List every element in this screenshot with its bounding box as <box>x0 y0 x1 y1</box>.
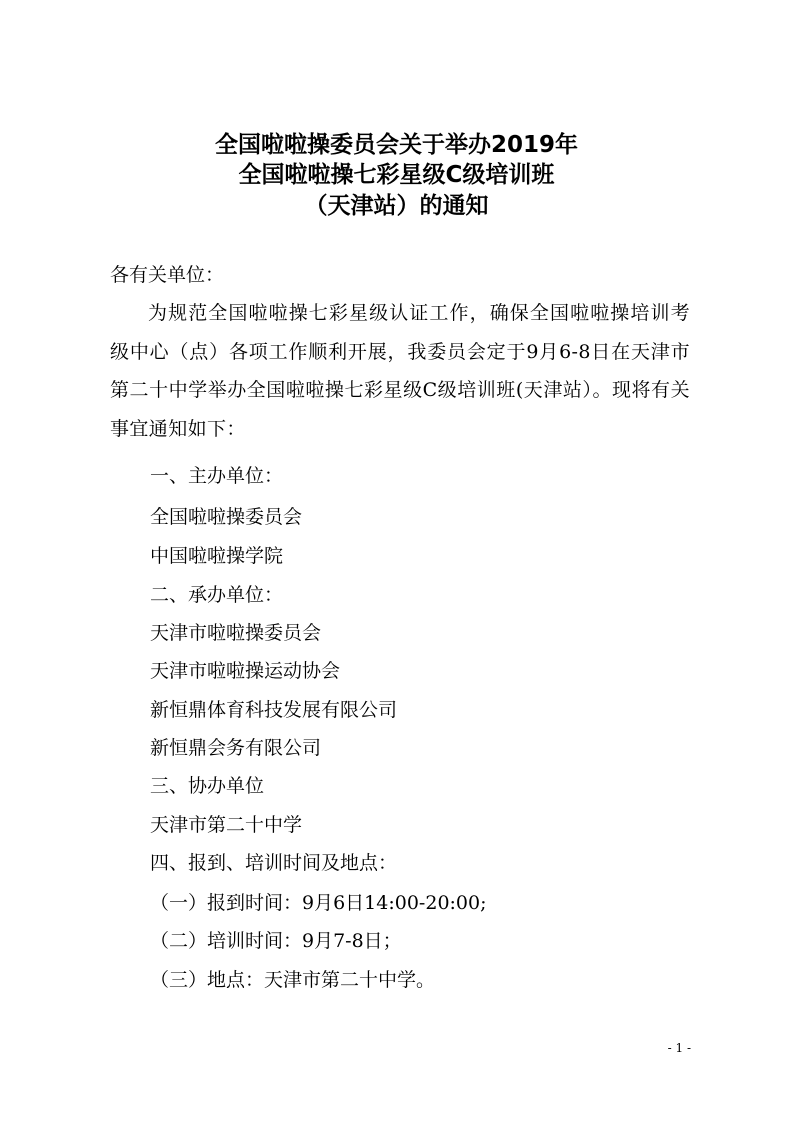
title-line-1: 全国啦啦操委员会关于举办2019年 <box>214 132 578 158</box>
intro-paragraph: 为规范全国啦啦操七彩星级认证工作，确保全国啦啦操培训考级中心（点）各项工作顺利开展，我委员会定于9月6-8日在天津市第二十中学举办全国啦啦操七彩星级C级培训班(天津站）。现将有关事宜通知如下： <box>110 302 690 440</box>
host-item: 新恒鼎体育科技发展有限公司 <box>150 699 398 721</box>
organizer-item: 全国啦啦操委员会 <box>150 506 303 528</box>
page-number: - 1 - <box>667 1041 691 1055</box>
organizer-heading: 一、主办单位： <box>150 465 284 487</box>
co-host-item: 天津市第二十中学 <box>150 814 303 836</box>
organizer-item: 中国啦啦操学院 <box>150 545 284 567</box>
schedule-item: （二）培训时间：9月7-8日； <box>150 930 402 952</box>
host-item: 天津市啦啦操运动协会 <box>150 660 341 682</box>
co-host-heading: 三、协办单位 <box>150 775 265 797</box>
title-line-2: 全国啦啦操七彩星级C级培训班 <box>238 162 555 188</box>
schedule-item: （三）地点：天津市第二十中学。 <box>150 969 436 991</box>
schedule-item: （一）报到时间：9月6日14:00-20:00; <box>150 892 487 914</box>
title-line-3: （天津站）的通知 <box>304 193 489 219</box>
host-item: 天津市啦啦操委员会 <box>150 622 322 644</box>
salutation: 各有关单位： <box>110 264 225 286</box>
host-heading: 二、承办单位： <box>150 584 284 606</box>
host-item: 新恒鼎会务有限公司 <box>150 737 322 759</box>
schedule-heading: 四、报到、培训时间及地点： <box>150 852 398 874</box>
